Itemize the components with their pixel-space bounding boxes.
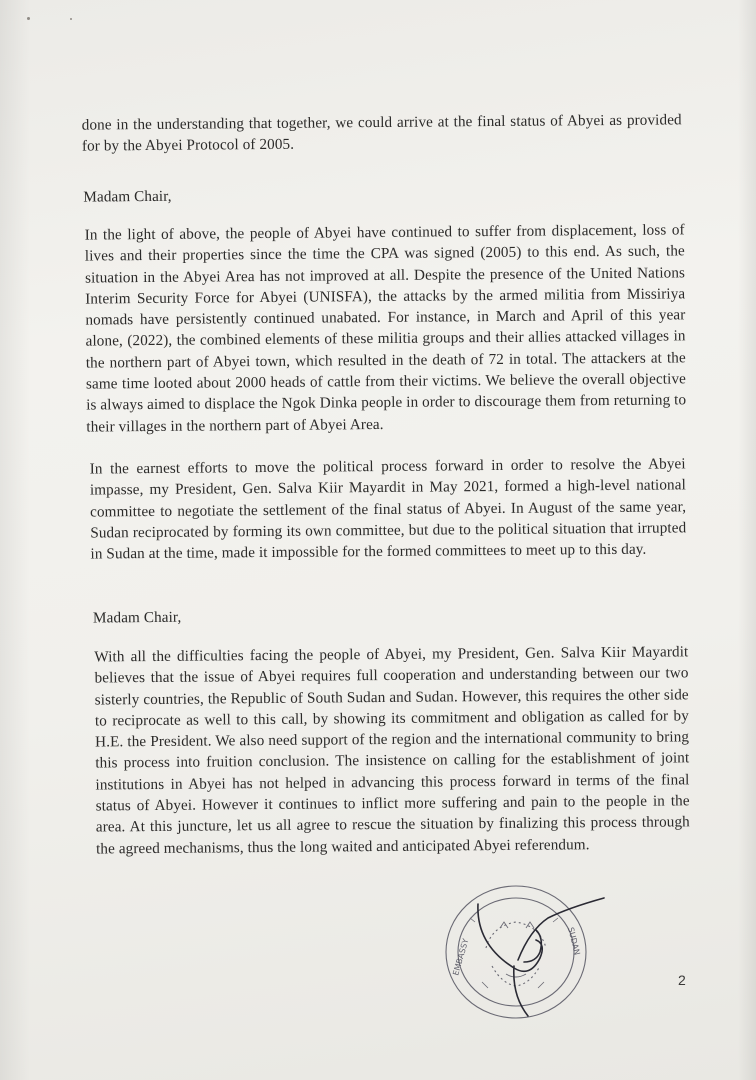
page-number: 2 (678, 972, 686, 988)
paragraph-continuation: done in the understanding that together, we could arrive at the final status of Abyei as provided for by the Abyei Protocol of 2005. (81, 111, 682, 155)
salutation: Madam Chair, (92, 608, 182, 627)
salutation: Madam Chair, (83, 187, 172, 206)
stamp-arc-text-left: EMBASSY (451, 937, 471, 977)
paragraph-cooperation: With all the difficulties facing the people of Abyei, my President, Gen. Salva Kiir Mayardit believes that the issue of Abyei requires full cooperation and understanding between our two sisterly countries, the Republic of South Sudan and Sudan. However, this requires the other side to reciprocate as well to this call, by showing its commitment and obligation as called for by H.E. the President. We also need support of the region and the international community to bring this process into fruition conclusion. The insistence on calling for the establishment of joint institutions in Abyei has not helped in advancing this process forward in terms of the final status of Abyei. However it continues to inflict more suffering and pain to the people in the area. At this juncture, let us all agree to rescue the situation by finalizing this process through the agreed mechanisms, thus the long waited and anticipated Abyei referendum. (94, 643, 690, 858)
embassy-stamp-with-signature (440, 878, 610, 1028)
stamp-arc-text-right: SUDAN (566, 926, 582, 957)
paragraph-displacement: In the light of above, the people of Abyei have continued to suffer from displacement, loss of lives and their properties since the time the CPA was signed (2005) to this end. As such, the situation in the Abyei Area has not improved at all. Despite the presence of the United Nations Interim Security Force for Abyei (UNISFA), the attacks by the armed militia from Missiriya nomads have persistently continued unabated. For instance, in March and April of this year alone, (2022), the combined elements of these militia groups and their allies attacked villages in the northern part of Abyei town, which resulted in the death of 72 in total. The attackers at the same time looted about 2000 heads of cattle from their victims. We believe the overall objective is always aimed to displace the Ngok Dinka people in order to discourage them from returning to their villages in the northern part of Abyei Area. (84, 221, 687, 436)
paragraph-political-process: In the earnest efforts to move the political process forward in order to resolve the Abyei impasse, my President, Gen. Salva Kiir Mayardit in May 2021, formed a high-level national committee to negotiate the settlement of the final status of Abyei. In August of the same year, Sudan reciprocated by forming its own committee, but due to the political situation that irrupted in Sudan at the time, made it impossible for the formed committees to meet up to this day. (89, 455, 687, 563)
